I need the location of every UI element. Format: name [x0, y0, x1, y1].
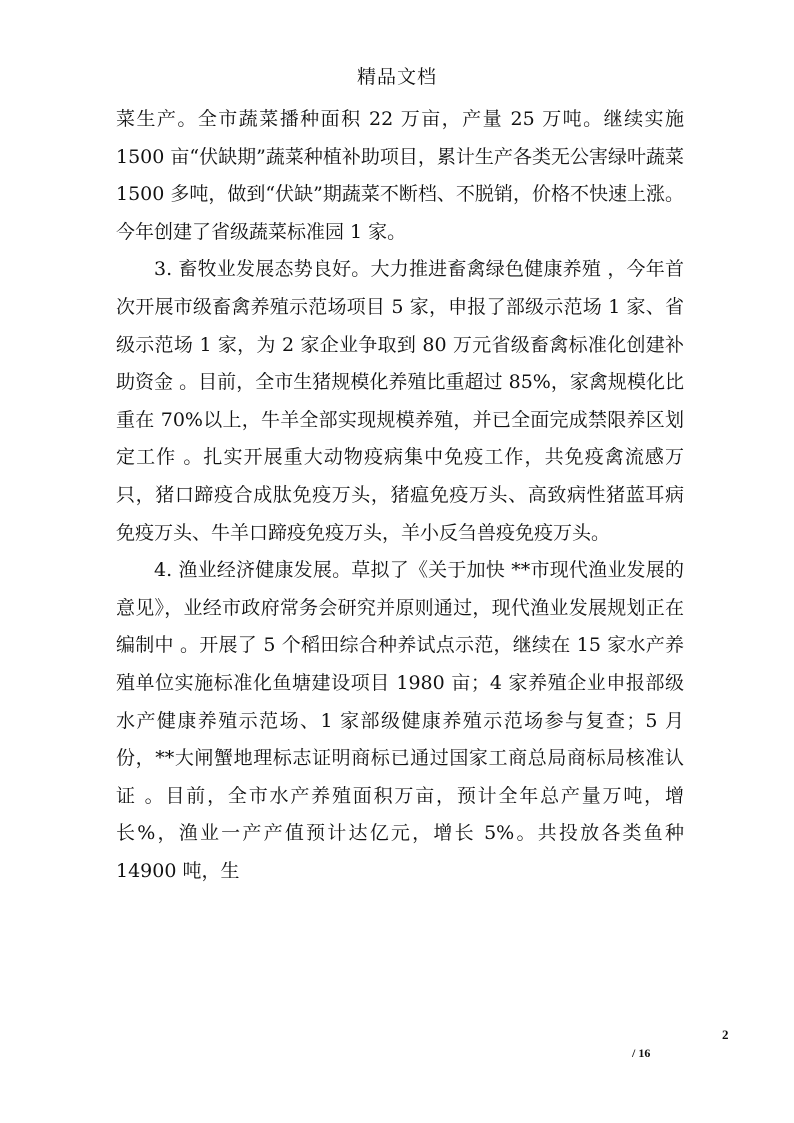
- document-body: [116, 101, 684, 890]
- paragraph-vegetable-production: 菜生产。全市蔬菜播种面积 22 万亩，产量 25 万吨。继续实施 1500 亩“伏缺期”蔬菜种植补助项目，累计生产各类无公害绿叶蔬菜 1500 多吨，做到“伏缺”期蔬菜不断档、不脱销，价格不快速上涨。 今年创建了省级蔬菜标准园 1 家。: [116, 108, 684, 243]
- page-number: 2: [722, 1027, 729, 1042]
- page-total: / 16: [632, 1046, 651, 1060]
- page-header-title: 精品文档: [356, 66, 437, 88]
- paragraph-fishery: 4. 渔业经济健康发展。草拟了《关于加快 **市现代渔业发展的意见》，业经市政府常务会研究并原则通过，现代渔业发展规划正在编制中 。开展了 5 个稻田综合种养试点示范，继续在 15 家水产养殖单位实施标准化鱼塘建设项目 1980 亩；4 家养殖企业申报部级水产健康养殖示范场、1 家部级健康养殖示范场参与复查；5 月份，**大闸蟹地理标志证明商标已通过国家工商总局商标局核准认证 。目前，全市水产养殖面积万亩，预计全年总产量万吨，增长%，渔业一产产值预计达亿元，增长 5%。共投放各类鱼种 14900 吨，生: [116, 559, 684, 882]
- paragraph-livestock: 3. 畜牧业发展态势良好。大力推进畜禽绿色健康养殖 ，今年首次开展市级畜禽养殖示范场项目 5 家，申报了部级示范场 1 家、省级示范场 1 家，为 2 家企业争取到 80 万元省级畜禽标准化创建补助资金 。目前，全市生猪规模化养殖比重超过 85%，家禽规模化比重在 70%以上，牛羊全部实现规模养殖，并已全面完成禁限养区划定工作 。扎实开展重大动物疫病集中免疫工作，共免疫禽流感万只，猪口蹄疫合成肽免疫万头，猪瘟免疫万头、高致病性猪蓝耳病免疫万头、牛羊口蹄疫免疫万头，羊小反刍兽疫免疫万头。: [116, 258, 684, 544]
